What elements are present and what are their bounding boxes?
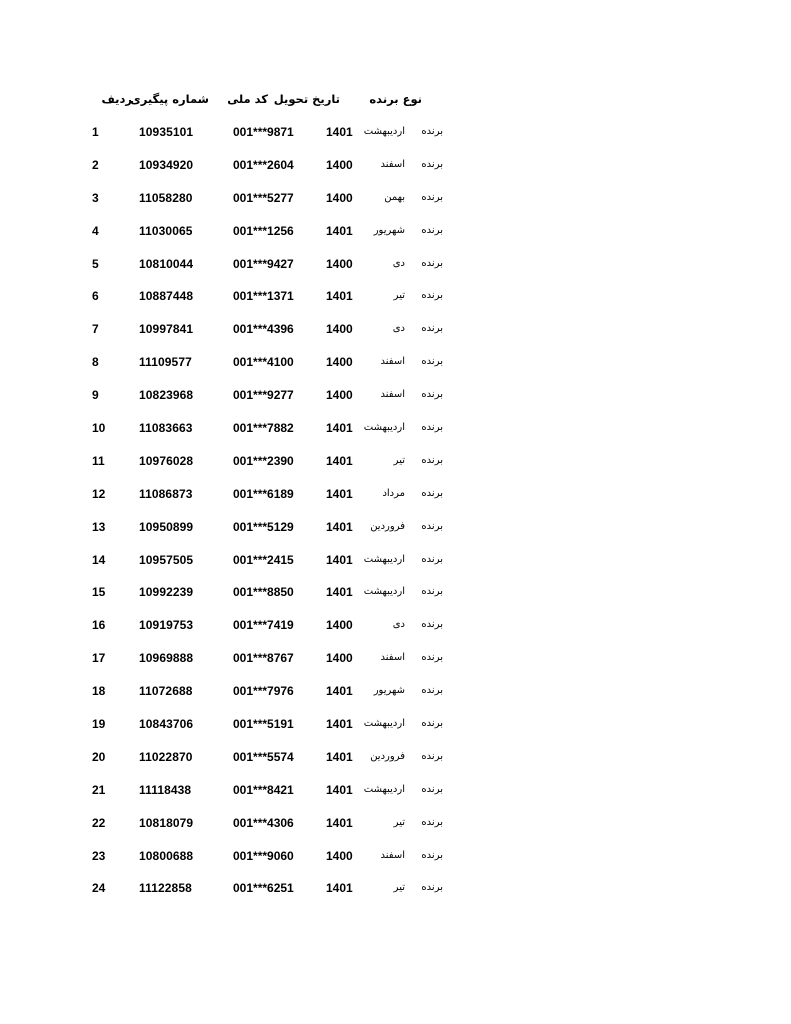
header-national-code: کد ملی — [227, 92, 268, 106]
national-code: 001***8850 — [233, 585, 294, 600]
tracking-number: 11122858 — [139, 881, 192, 896]
delivery-year: 1400 — [326, 355, 353, 370]
table-header — [0, 92, 791, 112]
prize-type: برنده — [421, 553, 443, 565]
table-row — [0, 191, 791, 224]
delivery-month: تیر — [393, 290, 405, 302]
national-code: 001***1371 — [233, 289, 294, 304]
national-code: 001***8421 — [233, 782, 294, 797]
national-code: 001***9871 — [233, 125, 294, 139]
delivery-month: بهمن — [384, 191, 405, 203]
table-row — [0, 224, 791, 257]
table-row — [0, 388, 791, 421]
tracking-number: 11109577 — [139, 355, 192, 370]
prize-type: برنده — [421, 816, 443, 828]
prize-type: برنده — [421, 422, 443, 434]
table-row — [0, 684, 791, 717]
tracking-number: 11118438 — [139, 782, 192, 797]
national-code: 001***4396 — [233, 322, 294, 337]
delivery-month: مرداد — [382, 487, 405, 499]
delivery-year: 1401 — [326, 881, 353, 896]
table-row — [0, 421, 791, 454]
tracking-number: 10997841 — [139, 322, 194, 337]
table-body — [0, 125, 791, 914]
prize-type: برنده — [421, 783, 443, 795]
table-row — [0, 750, 791, 783]
national-code: 001***7882 — [233, 421, 294, 436]
tracking-number: 10976028 — [139, 453, 194, 468]
row-number: 23 — [92, 848, 106, 863]
row-number: 20 — [92, 749, 106, 764]
national-code: 001***4100 — [233, 355, 294, 370]
delivery-year: 1401 — [326, 223, 353, 238]
table-row — [0, 849, 791, 882]
delivery-month: فروردین — [370, 750, 405, 762]
prize-type: برنده — [421, 454, 443, 466]
row-number: 9 — [92, 388, 99, 403]
table-row — [0, 783, 791, 816]
national-code: 001***6189 — [233, 486, 294, 501]
table-row — [0, 881, 791, 914]
delivery-month: دی — [392, 257, 405, 269]
delivery-year: 1401 — [326, 684, 353, 699]
national-code: 001***2390 — [233, 453, 294, 468]
tracking-number: 10934920 — [139, 157, 194, 172]
national-code: 001***1256 — [233, 223, 294, 238]
delivery-year: 1400 — [326, 190, 353, 205]
tracking-number: 11022870 — [139, 749, 193, 764]
table-row — [0, 355, 791, 388]
table-row — [0, 618, 791, 651]
delivery-year: 1400 — [326, 322, 353, 337]
tracking-number: 10992239 — [139, 585, 194, 600]
delivery-year: 1401 — [326, 782, 353, 797]
table-row — [0, 585, 791, 618]
row-number: 21 — [92, 782, 106, 797]
table-row — [0, 487, 791, 520]
national-code: 001***7419 — [233, 618, 294, 633]
row-number: 14 — [92, 552, 106, 567]
delivery-year: 1400 — [326, 157, 353, 172]
row-number: 18 — [92, 684, 106, 699]
delivery-year: 1400 — [326, 651, 353, 666]
row-number: 5 — [92, 256, 99, 271]
table-row — [0, 322, 791, 355]
table-row — [0, 454, 791, 487]
row-number: 3 — [92, 190, 99, 205]
tracking-number: 11030065 — [139, 223, 193, 238]
table-row — [0, 553, 791, 586]
national-code: 001***5191 — [233, 717, 294, 732]
prize-type: برنده — [421, 356, 443, 368]
delivery-year: 1401 — [326, 815, 353, 830]
delivery-month: اسفند — [380, 652, 405, 664]
tracking-number: 10843706 — [139, 717, 194, 732]
delivery-month: فروردین — [370, 520, 405, 532]
delivery-year: 1401 — [326, 289, 353, 304]
delivery-year: 1401 — [326, 749, 353, 764]
prize-type: برنده — [421, 191, 443, 203]
row-number: 13 — [92, 519, 106, 534]
delivery-month: اردیبهشت — [363, 422, 405, 434]
national-code: 001***7976 — [233, 684, 294, 699]
delivery-year: 1401 — [326, 486, 353, 501]
delivery-year: 1401 — [326, 125, 353, 139]
delivery-month: اردیبهشت — [363, 586, 405, 598]
delivery-year: 1401 — [326, 453, 353, 468]
row-number: 24 — [92, 881, 106, 896]
row-number: 11 — [92, 453, 105, 468]
prize-type: برنده — [421, 126, 443, 137]
row-number: 1 — [92, 125, 99, 139]
table-row — [0, 257, 791, 290]
tracking-number: 10957505 — [139, 552, 194, 567]
tracking-number: 10800688 — [139, 848, 194, 863]
tracking-number: 10969888 — [139, 651, 194, 666]
delivery-year: 1401 — [326, 717, 353, 732]
tracking-number: 10823968 — [139, 388, 194, 403]
prize-type: برنده — [421, 323, 443, 335]
prize-type: برنده — [421, 487, 443, 499]
delivery-month: دی — [392, 619, 405, 631]
table-row — [0, 717, 791, 750]
delivery-year: 1400 — [326, 388, 353, 403]
prize-type: برنده — [421, 849, 443, 861]
row-number: 22 — [92, 815, 106, 830]
delivery-month: اردیبهشت — [363, 126, 405, 137]
national-code: 001***2604 — [233, 157, 294, 172]
national-code: 001***5277 — [233, 190, 294, 205]
prize-type: برنده — [421, 389, 443, 401]
national-code: 001***8767 — [233, 651, 294, 666]
delivery-year: 1401 — [326, 585, 353, 600]
tracking-number: 10950899 — [139, 519, 194, 534]
row-number: 10 — [92, 421, 106, 436]
delivery-month: تیر — [393, 816, 405, 828]
row-number: 19 — [92, 717, 106, 732]
tracking-number: 10935101 — [139, 125, 194, 139]
delivery-year: 1401 — [326, 552, 353, 567]
row-number: 15 — [92, 585, 106, 600]
delivery-month: شهریور — [373, 685, 405, 697]
national-code: 001***5574 — [233, 749, 294, 764]
tracking-number: 10919753 — [139, 618, 194, 633]
table-row — [0, 289, 791, 322]
row-number: 7 — [92, 322, 99, 337]
delivery-month: اسفند — [380, 389, 405, 401]
prize-type: برنده — [421, 652, 443, 664]
delivery-month: اردیبهشت — [363, 783, 405, 795]
row-number: 16 — [92, 618, 106, 633]
prize-type: برنده — [421, 158, 443, 170]
row-number: 12 — [92, 486, 106, 501]
delivery-year: 1400 — [326, 256, 353, 271]
table-row — [0, 520, 791, 553]
row-number: 6 — [92, 289, 99, 304]
header-prize-type: نوع برنده — [369, 92, 422, 106]
national-code: 001***4306 — [233, 815, 294, 830]
table-row — [0, 651, 791, 684]
delivery-year: 1400 — [326, 618, 353, 633]
delivery-month: اسفند — [380, 849, 405, 861]
prize-type: برنده — [421, 619, 443, 631]
prize-type: برنده — [421, 257, 443, 269]
national-code: 001***5129 — [233, 519, 294, 534]
row-number: 17 — [92, 651, 106, 666]
row-number: 8 — [92, 355, 99, 370]
national-code: 001***9277 — [233, 388, 294, 403]
header-delivery-date: تاریخ تحویل — [273, 92, 340, 106]
prize-type: برنده — [421, 586, 443, 598]
table-row — [0, 125, 791, 158]
prize-type: برنده — [421, 718, 443, 730]
delivery-month: تیر — [393, 454, 405, 466]
prize-type: برنده — [421, 290, 443, 302]
delivery-month: شهریور — [373, 224, 405, 236]
delivery-year: 1401 — [326, 519, 353, 534]
tracking-number: 10818079 — [139, 815, 194, 830]
row-number: 4 — [92, 223, 99, 238]
header-tracking-number: شماره پیگیری — [130, 92, 209, 106]
table-row — [0, 158, 791, 191]
header-row-number: ردیف — [101, 92, 132, 106]
row-number: 2 — [92, 157, 99, 172]
delivery-month: دی — [392, 323, 405, 335]
tracking-number: 11072688 — [139, 684, 193, 699]
tracking-number: 10887448 — [139, 289, 194, 304]
delivery-month: اردیبهشت — [363, 718, 405, 730]
prize-type: برنده — [421, 224, 443, 236]
delivery-month: اسفند — [380, 356, 405, 368]
national-code: 001***9427 — [233, 256, 294, 271]
tracking-number: 10810044 — [139, 256, 194, 271]
prize-type: برنده — [421, 882, 443, 894]
national-code: 001***9060 — [233, 848, 294, 863]
tracking-number: 11086873 — [139, 486, 193, 501]
national-code: 001***6251 — [233, 881, 294, 896]
prize-type: برنده — [421, 520, 443, 532]
delivery-month: تیر — [393, 882, 405, 894]
delivery-month: اسفند — [380, 158, 405, 170]
table-row — [0, 816, 791, 849]
delivery-month: اردیبهشت — [363, 553, 405, 565]
delivery-year: 1400 — [326, 848, 353, 863]
delivery-year: 1401 — [326, 421, 353, 436]
prize-type: برنده — [421, 750, 443, 762]
national-code: 001***2415 — [233, 552, 294, 567]
tracking-number: 11083663 — [139, 421, 193, 436]
tracking-number: 11058280 — [139, 190, 193, 205]
prize-type: برنده — [421, 685, 443, 697]
